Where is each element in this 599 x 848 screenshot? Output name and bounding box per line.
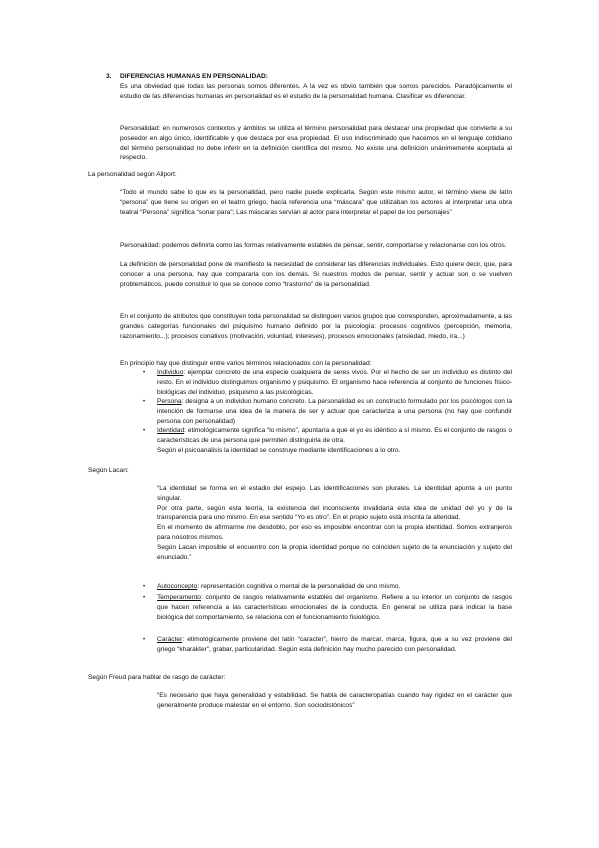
allport-heading: La personalidad según Allport: [88,171,177,178]
term-label: Autoconcepto [157,583,198,590]
bullet-icon: • [143,370,146,376]
term-text: : representación cognitiva o mental de la personalidad de uno mismo. [197,583,401,590]
list-item-temperamento [157,593,512,622]
bullet-icon: • [143,584,146,590]
bullet-icon: • [143,595,146,601]
term-text: : conjunto de rasgos relativamente estables del organismo. Refiere a su interior un conjunto de rasgos que hacen referencia a las características emocionales de la conducta. En general se utiliza para indicar la base biológica del comportamiento, se relaciona con el funcionamiento fisiológico. [157,594,512,621]
freud-quote: “Es necesario que haya generalidad y estabilidad. Se habla de caracteropatías cuando hay rigidez en el carácter que generalmente produce malestar en el entorno. Son sociodistónicos” [157,692,512,709]
term-text: : ejemplar concreto de una especie cualquiera de seres vivos. Por el hecho de ser un individuo es distinto del resto. En el individuo distinguimos organismo y psiquismo. El organismo hace referencia al conjunto de funciones físico-biológicas del individuo, psiquismo a las psicológicas. [157,369,512,396]
lacan-heading: Según Lacan: [88,467,129,474]
term-label: Persona [157,398,182,405]
list-item-caracter [157,635,512,655]
term-label: Identidad [157,427,185,434]
personality-definition-2: La definición de personalidad pone de manifiesto la necesidad de considerar las diferencias individuales. Esto quiere decir, que, para conocer a una persona, hay que compararla con los demás. Si nuestros modos de pensar, sentir y actuar son o se vuelven problemáticos, puede constituir lo que se conoce como “trastorno” de la personalidad. [120,261,512,288]
list-item-autoconcepto [157,582,512,592]
section-number: 3. [106,73,112,80]
term-text: : etimológicamente proviene del latín “caracter”, hierro de marcar, marca, figura, que a su vez proviene del griego “kharakter”, grabar, particularidad. Según esta definición hay mucho parecido con personalidad. [157,636,512,653]
term-label: Individuo [157,369,184,376]
term-label: Carácter [157,636,183,643]
terms-intro: En principio hay que distinguir entre varios términos relacionados con la personalidad: [120,360,372,367]
attributes-paragraph: En el conjunto de atributos que constituyen toda personalidad se distinguen varios grupos que corresponden, aproximadamente, a las grandes categorías funcionales del psiquismo humano definido por la psicología: procesos cognitivos (percepción, memoria, razonamiento...); procesos conativos (motivación, voluntad, intereses), procesos emocionales (ansiedad, miedo, ira...) [120,313,512,340]
bullet-icon: • [143,637,146,643]
term-text: : etimológicamente significa “lo mismo”, apuntaría a que el yo es idéntico a sí mismo. Es el conjunto de rasgos o características de una persona que permiten distinguirla de otra. Según el psicoanálisis la identidad se construye mediante identificaciones a lo otro. [157,427,512,454]
definition-paragraph: Personalidad: en numerosos contextos y ámbitos se utiliza el término personalidad para destacar una propiedad que convierte a su poseedor en algo único, identificable y que destaca por esa propiedad. El uso indiscriminado que hacemos en el lenguaje cotidiano del término personalidad no debe inferir en la definición científica del mismo. No existe una definición unánimemente aceptada al respecto. [120,125,512,162]
lacan-quote: “La identidad se forma en el estadio del espejo. Las identificaciones son plurales. La identidad apunta a un punto singular. Por otra parte, según esta teoría, la existencia del inconsciente invalidaría esta idea de unidad del yo y de la transparencia para uno mismo. En ese sentido “Yo es otro”. En el propio sujeto está inscrita la alteridad. En el momento de afirmarme me desdoblo, por eso es imposible encontrar con la propia identidad. Somos extranjeros para nosotros mismos. Según Lacan imposible el encuentro con la propia identidad porque no coinciden sujeto de la enunciación y sujeto del enunciado.” [157,485,512,561]
list-item-persona [157,397,512,426]
section-title: DIFERENCIAS HUMANAS EN PERSONALIDAD: [120,73,268,80]
term-label: Temperamento [157,594,201,601]
bullet-icon: • [143,428,146,434]
list-item-individuo [157,368,512,397]
allport-quote: “Todo el mundo sabe lo que es la personalidad, pero nadie puede explicarla. Según este mismo autor, el término viene de latín “persona” que tiene su origen en el teatro griego, hacía referencia una “máscara” que utilizaban los actores al interpretar una obra teatral “Persona” significa “sonar para”; Las máscaras servían al actor para interpretar el papel de los personajes” [120,189,512,216]
term-text: : designa a un individuo humano concreto. La personalidad es un constructo formulado por los psicólogos con la intención de formarse una idea de la manera de ser y actuar que caracteriza a una persona (no hay que confundir persona con personalidad) [157,398,512,425]
intro-paragraph: Es una obviedad que todas las personas somos diferentes. A la vez es obvio también que somos parecidos. Paradójicamente el estudio de las diferencias humanas en personalidad es el estudio de la personalidad humana. Clasificar es diferenciar. [120,83,512,100]
bullet-icon: • [143,399,146,405]
personality-definition: Personalidad: podemos definirla como las formas relativamente estables de pensar, sentir, comportarse y relacionarse con los otros. [120,242,507,249]
freud-heading: Según Freud para hablar de rasgo de carácter: [88,674,226,681]
list-item-identidad [157,426,512,455]
